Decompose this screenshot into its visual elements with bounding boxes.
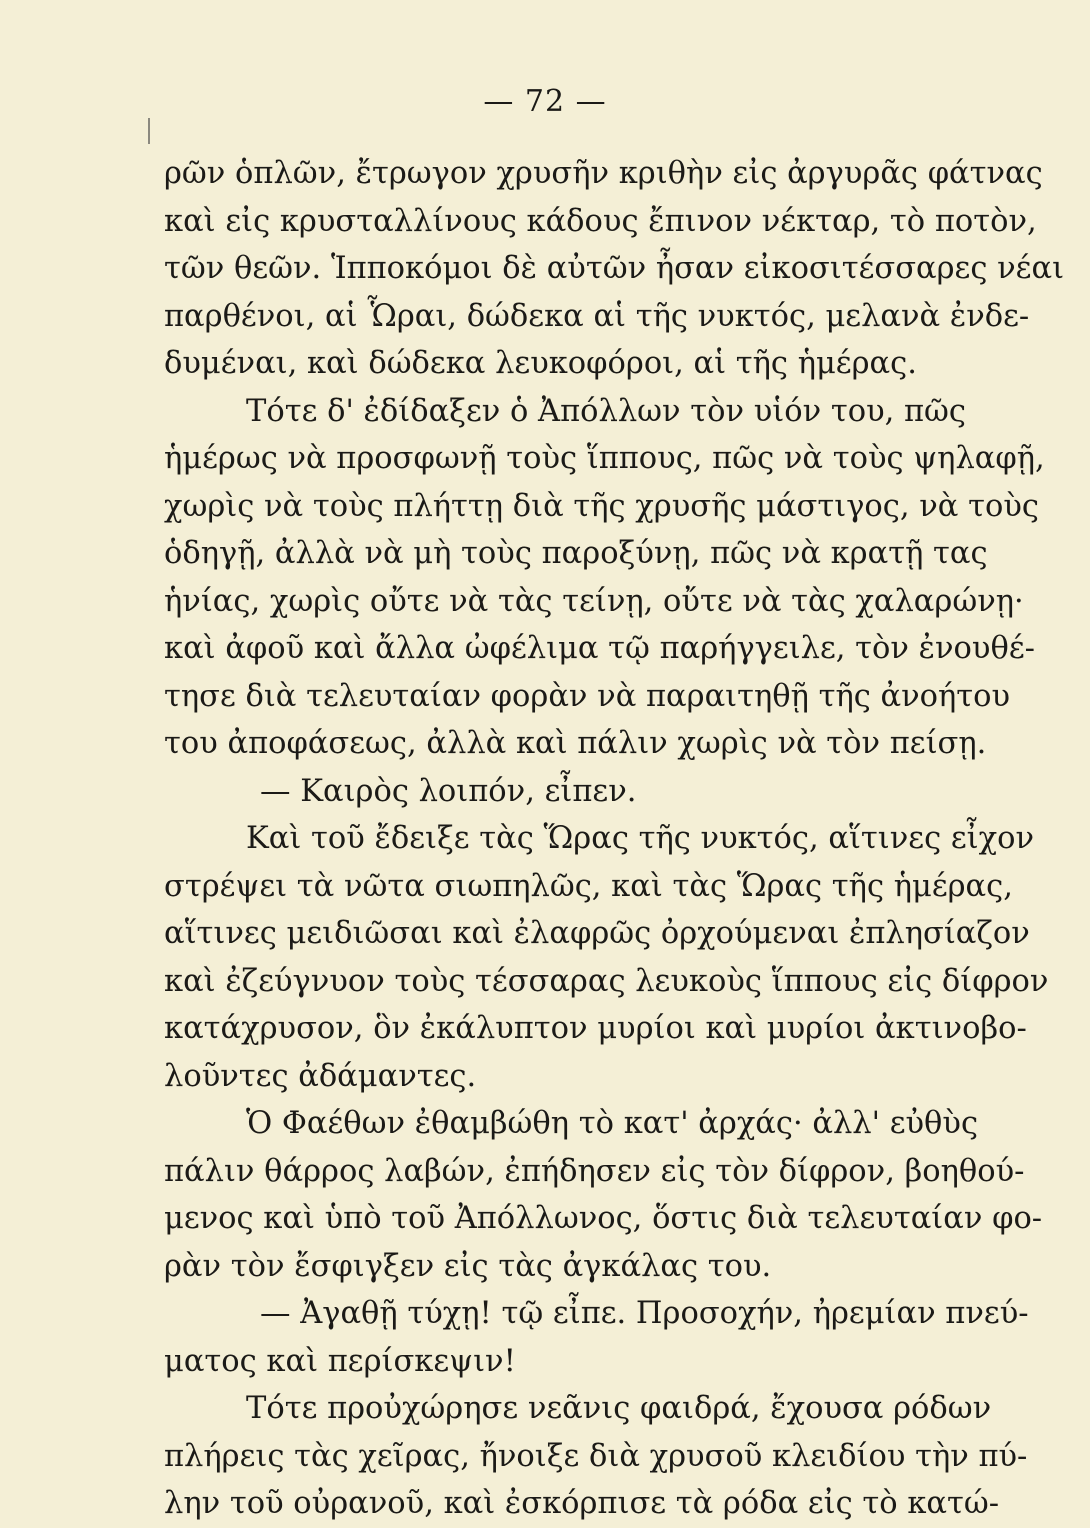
text-line: λην τοῦ οὐρανοῦ, καὶ ἐσκόρπισε τὰ ρόδα εἰς τὸ κατώ-	[164, 1486, 1000, 1521]
text-line: χωρὶς νὰ τοὺς πλήττῃ διὰ τῆς χρυσῆς μάστιγος, νὰ τοὺς	[164, 488, 1039, 524]
text-line: τῶν θεῶν. Ἱπποκόμοι δὲ αὐτῶν ἦσαν εἰκοσιτέσσαρες νέαι	[164, 251, 1065, 286]
body-text	[164, 150, 1065, 1528]
text-line: δυμέναι, καὶ δώδεκα λευκοφόροι, αἱ τῆς ἡμέρας.	[164, 346, 917, 381]
text-line: πλήρεις τὰς χεῖρας, ἤνοιξε διὰ χρυσοῦ κλειδίου τὴν πύ-	[164, 1438, 1028, 1474]
text-line: πάλιν θάρρος λαβών, ἐπήδησεν εἰς τὸν δίφρον, βοηθού-	[164, 1153, 1025, 1189]
text-line: Τότε δ' ἐδίδαξεν ὁ Ἀπόλλων τὸν υἱόν του, πῶς	[246, 393, 966, 429]
text-line: ὁδηγῇ, ἀλλὰ νὰ μὴ τοὺς παροξύνῃ, πῶς νὰ κρατῇ τας	[164, 536, 988, 571]
text-line: ματος καὶ περίσκεψιν!	[164, 1343, 516, 1379]
text-line: — Καιρὸς λοιπόν, εἶπεν.	[260, 773, 637, 809]
page-number: — 72 —	[483, 84, 607, 119]
text-line: ἡνίας, χωρὶς οὔτε νὰ τὰς τείνῃ, οὔτε νὰ τὰς χαλαρώνῃ·	[164, 583, 1024, 619]
text-line: κατάχρυσον, ὃν ἐκάλυπτον μυρίοι καὶ μυρίοι ἀκτινοβο-	[164, 1011, 1027, 1046]
text-line: αἵτινες μειδιῶσαι καὶ ἐλαφρῶς ὀρχούμεναι ἐπλησίαζον	[164, 916, 1030, 951]
text-line: του ἀποφάσεως, ἀλλὰ καὶ πάλιν χωρὶς νὰ τὸν πείσῃ.	[164, 726, 987, 761]
text-line: λοῦντες ἀδάμαντες.	[164, 1058, 477, 1094]
text-line: ρῶν ὁπλῶν, ἔτρωγον χρυσῆν κριθὴν εἰς ἀργυρᾶς φάτνας	[164, 156, 1043, 191]
text-line: στρέψει τὰ νῶτα σιωπηλῶς, καὶ τὰς Ὥρας τῆς ἡμέρας,	[164, 868, 1013, 904]
text-line: καὶ ἀφοῦ καὶ ἄλλα ὠφέλιμα τῷ παρήγγειλε, τὸν ἐνουθέ-	[164, 631, 1035, 666]
text-line: τησε διὰ τελευταίαν φορὰν νὰ παραιτηθῇ τῆς ἀνοήτου	[164, 678, 1011, 714]
text-line: ἡμέρως νὰ προσφωνῇ τοὺς ἵππους, πῶς νὰ τοὺς ψηλαφῇ,	[164, 441, 1045, 476]
text-line: Τότε προὐχώρησε νεᾶνις φαιδρά, ἔχουσα ρόδων	[246, 1391, 992, 1426]
text-line: καὶ ἐζεύγνυον τοὺς τέσσαρας λευκοὺς ἵππους εἰς δίφρον	[164, 963, 1049, 999]
text-line: καὶ εἰς κρυσταλλίνους κάδους ἔπινον νέκταρ, τὸ ποτὸν,	[164, 203, 1037, 239]
text-line: Καὶ τοῦ ἔδειξε τὰς Ὥρας τῆς νυκτός, αἵτινες εἶχον	[246, 821, 1035, 856]
text-line: — Ἀγαθῇ τύχῃ! τῷ εἶπε. Προσοχήν, ἠρεμίαν πνεύ-	[260, 1296, 1029, 1331]
text-line: μενος καὶ ὑπὸ τοῦ Ἀπόλλωνος, ὅστις διὰ τελευταίαν φο-	[164, 1201, 1043, 1236]
text-line: Ὁ Φαέθων ἐθαμβώθη τὸ κατ' ἀρχάς· ἀλλ' εὐθὺς	[246, 1106, 979, 1141]
text-line: παρθένοι, αἱ Ὧραι, δώδεκα αἱ τῆς νυκτός, μελανὰ ἐνδε-	[164, 298, 1030, 334]
text-line: ρὰν τὸν ἔσφιγξεν εἰς τὰς ἀγκάλας του.	[164, 1248, 772, 1284]
margin-mark	[148, 118, 150, 144]
